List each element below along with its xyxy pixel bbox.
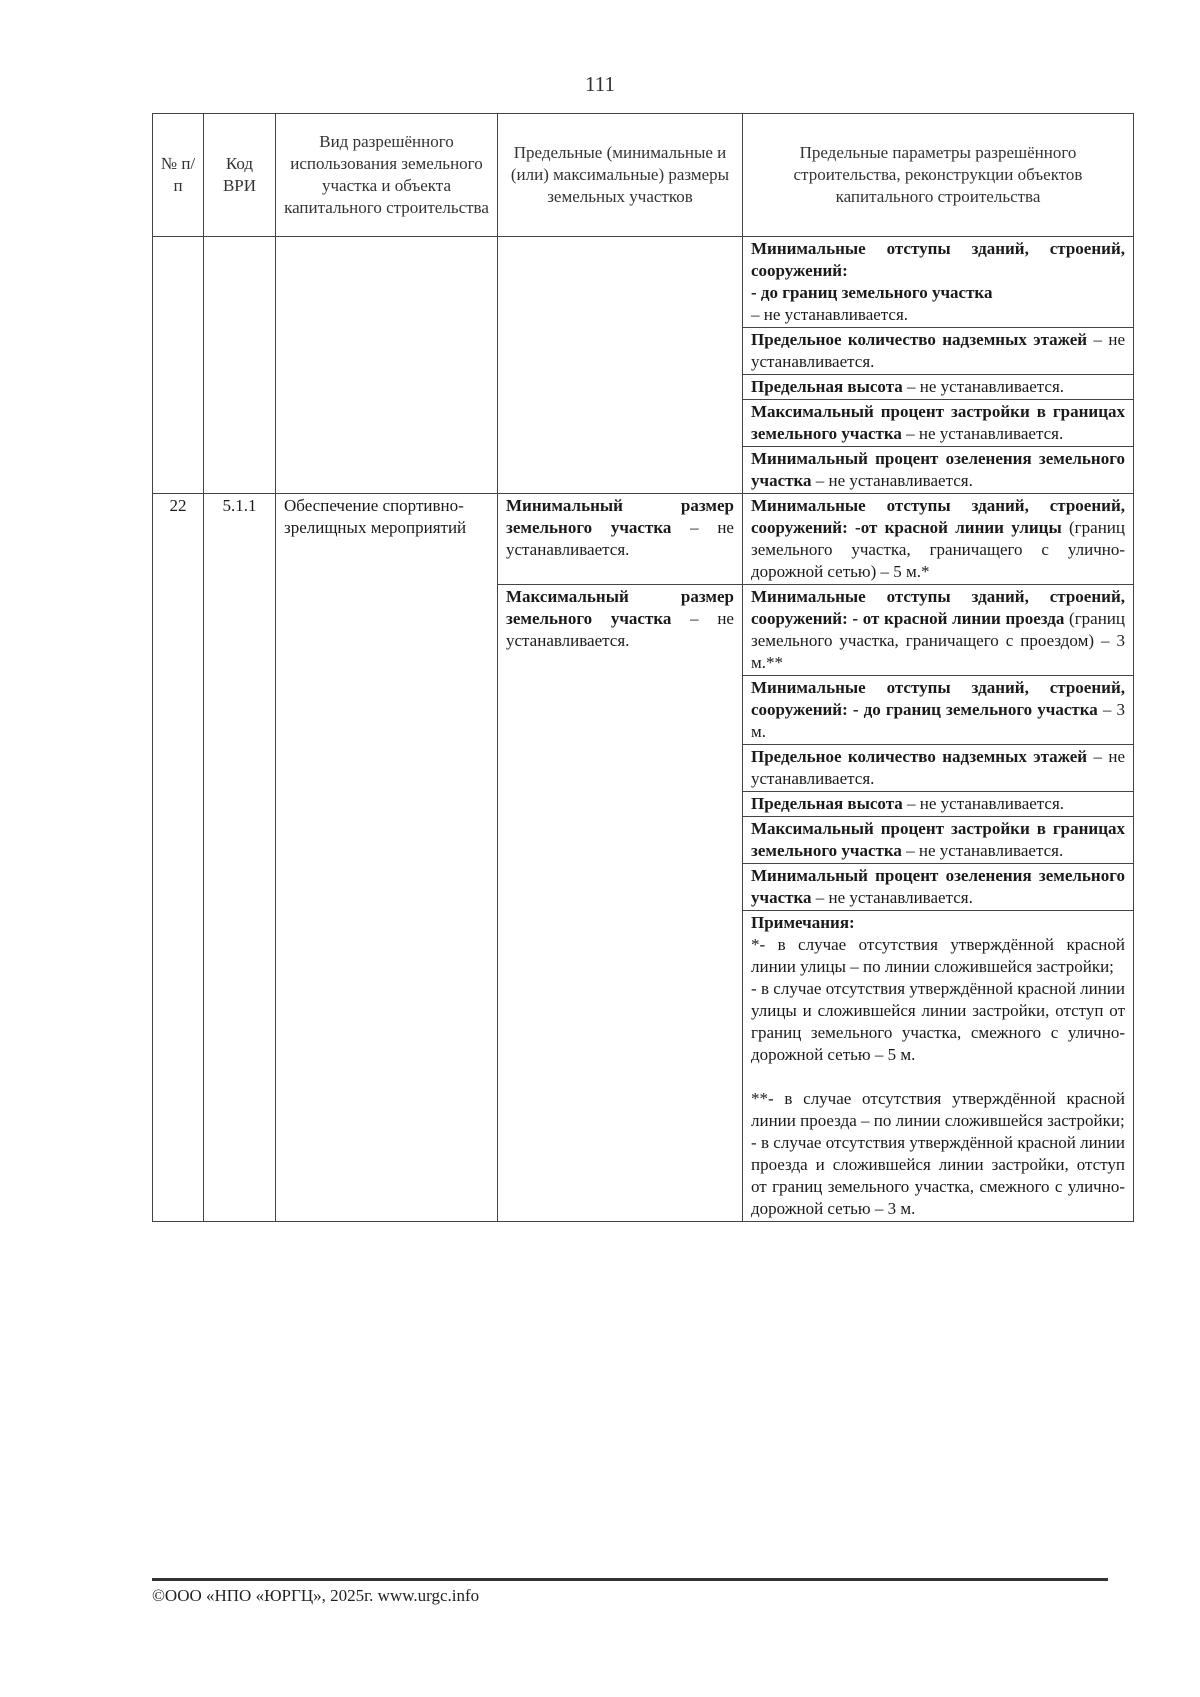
footer-copyright: ©ООО «НПО «ЮРГЦ», 2025г. www.urgc.info [152, 1586, 480, 1605]
header-type: Вид разрешённого использования земельного участка и объекта капитального строительства [276, 114, 498, 237]
cell-size-max: Максимальный размер земельного участка – не устанавливается. [498, 585, 743, 1222]
notes-title: Примечания: [751, 913, 855, 932]
table-header-row [153, 114, 1134, 237]
note-4: - в случае отсутствия утверждённой красной линии проезда и сложившейся линии застройки, отступ от границ земельного участка, смежного с улично-дорожной сетью – 3 м. [751, 1133, 1125, 1218]
param-cell: Предельное количество надземных этажей – не устанавливается. [743, 745, 1134, 792]
notes-cell [743, 911, 1134, 1222]
table-row [153, 237, 1134, 328]
param-cell: Максимальный процент застройки в границах земельного участка – не устанавливается. [743, 400, 1134, 447]
param-cell: Минимальные отступы зданий, строений, сооружений: - до границ земельного участка – не устанавливается. [743, 237, 1134, 328]
cell-code: 5.1.1 [204, 494, 276, 1222]
param-cell: Минимальный процент озеленения земельного участка – не устанавливается. [743, 447, 1134, 494]
param-cell: Максимальный процент застройки в границах земельного участка – не устанавливается. [743, 817, 1134, 864]
regulations-table [152, 113, 1134, 1222]
page-number: 111 [585, 72, 615, 96]
header-size: Предельные (минимальные и (или) максимальные) размеры земельных участков [498, 114, 743, 237]
param-cell: Предельное количество надземных этажей – не устанавливается. [743, 328, 1134, 375]
cell-size-min: Минимальный размер земельного участка – не устанавливается. [498, 494, 743, 585]
header-num: № п/п [153, 114, 204, 237]
param-cell: Минимальные отступы зданий, строений, сооружений: - от красной линии проезда (границ земельного участка, граничащего с проездом) – 3 м.** [743, 585, 1134, 676]
param-cell: Минимальные отступы зданий, строений, сооружений: -от красной линии улицы (границ земельного участка, граничащего с улично-дорожной сетью) – 5 м.* [743, 494, 1134, 585]
cell-num-empty [153, 237, 204, 494]
header-params: Предельные параметры разрешённого строительства, реконструкции объектов капитального строительства [743, 114, 1134, 237]
note-3: **- в случае отсутствия утверждённой красной линии проезда – по линии сложившейся застройки; [751, 1089, 1125, 1130]
header-code: Код ВРИ [204, 114, 276, 237]
cell-num: 22 [153, 494, 204, 1222]
param-cell: Минимальные отступы зданий, строений, сооружений: - до границ земельного участка – 3 м. [743, 676, 1134, 745]
cell-size-empty [498, 237, 743, 494]
note-1: *- в случае отсутствия утверждённой красной линии улицы – по линии сложившейся застройки; [751, 935, 1125, 976]
cell-type-empty [276, 237, 498, 494]
param-cell: Минимальный процент озеленения земельного участка – не устанавливается. [743, 864, 1134, 911]
param-cell: Предельная высота – не устанавливается. [743, 792, 1134, 817]
param-cell: Предельная высота – не устанавливается. [743, 375, 1134, 400]
footer-rule [152, 1578, 1108, 1581]
cell-type: Обеспечение спортивно-зрелищных мероприятий [276, 494, 498, 1222]
note-2: - в случае отсутствия утверждённой красной линии улицы и сложившейся линии застройки, отступ от границ земельного участка, смежного с улично-дорожной сетью – 5 м. [751, 979, 1125, 1064]
cell-code-empty [204, 237, 276, 494]
table-row [153, 494, 1134, 585]
